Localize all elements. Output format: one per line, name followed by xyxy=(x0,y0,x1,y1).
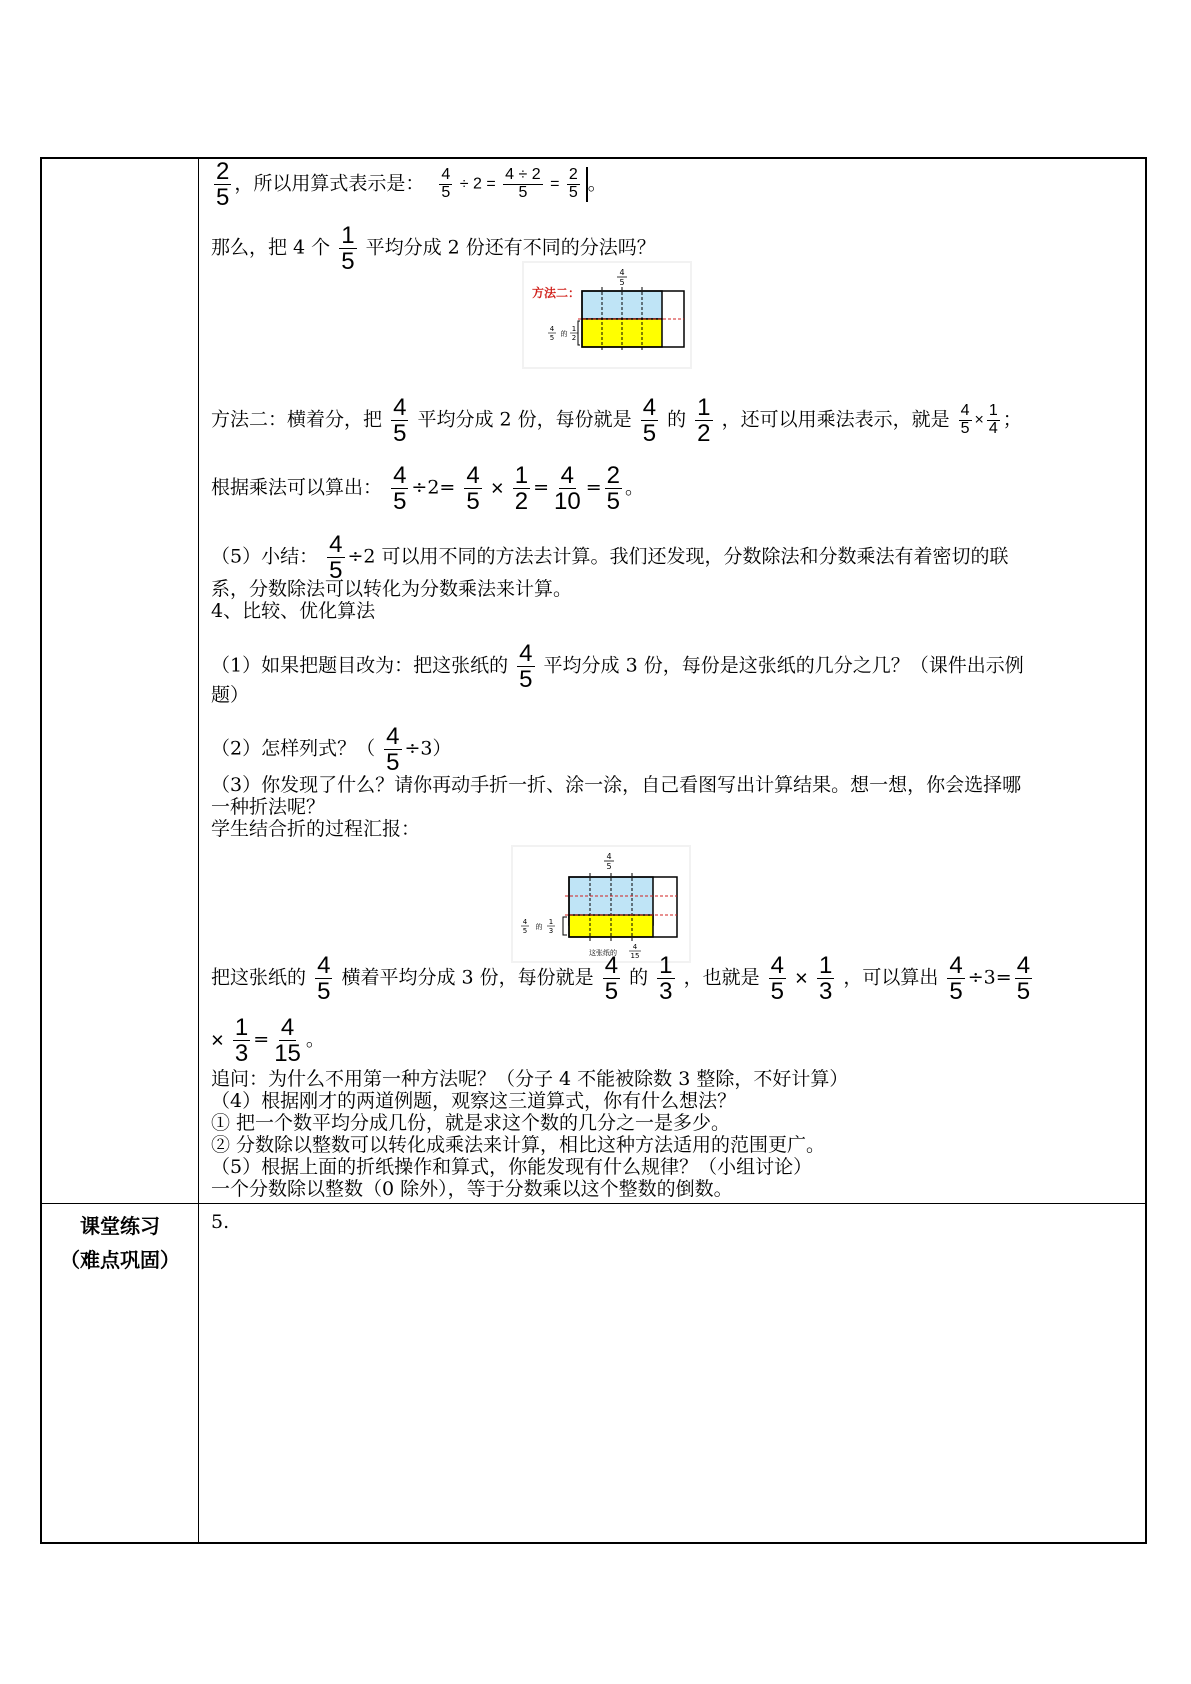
line-2: 那么，把 4 个 $\frac{1}{5}$ 平均分成 2 份还有不同的分法吗？ xyxy=(211,222,656,276)
line-3: 方法二：横着分，把 $\frac{4}{5}$ 平均分成 2 份，每份就是 $\frac{4}{5}$ 的 $\frac{1}{2}$ ，还可以用乘法表示，就是 $\frac{4}{5}$ × $\frac{1}{4}$ ； xyxy=(211,394,1022,448)
line-6: 系，分数除法可以转化为分数乘法来计算。 xyxy=(211,578,573,600)
line-9: 题） xyxy=(211,684,250,706)
svg-text:1: 1 xyxy=(571,325,577,333)
exercise-label xyxy=(42,1209,198,1277)
line-1: $\frac{2}{5}$ ，所以用算式表示是： $\frac{4}{5}$ ÷ 2 = $\frac{4 \div 2}{5}$ = $\frac{2}{5}$ 。 xyxy=(216,158,607,212)
line-18: ① 把一个数平均分成几份，就是求这个数的几分之一是多少。 xyxy=(211,1112,731,1134)
line-7: 4、比较、优化算法 xyxy=(211,600,376,622)
svg-text:的: 的 xyxy=(535,923,543,931)
svg-text:4: 4 xyxy=(606,852,612,861)
line-13: 学生结合折的过程汇报： xyxy=(211,818,421,840)
fold-figure-method-2 xyxy=(522,261,692,373)
svg-text:4: 4 xyxy=(619,268,625,277)
fraction: $\frac{2}{5}$ xyxy=(216,158,230,212)
equation-image: $\frac{4}{5}$ ÷ 2 = $\frac{4 \div 2}{5}$ = $\frac{2}{5}$ xyxy=(436,167,587,202)
svg-text:的: 的 xyxy=(560,330,568,338)
svg-text:4: 4 xyxy=(632,943,638,951)
svg-text:5: 5 xyxy=(619,278,625,287)
line-19: ② 分数除以整数可以转化成乘法来计算，相比这种方法适用的范围更广。 xyxy=(211,1134,826,1156)
svg-text:5: 5 xyxy=(522,927,528,935)
exercise-number: 5. xyxy=(211,1211,230,1233)
column-divider xyxy=(198,159,199,1542)
line-11: （3）你发现了什么？请你再动手折一折、涂一涂，自己看图写出计算结果。想一想，你会选择哪 xyxy=(211,774,1022,796)
svg-text:3: 3 xyxy=(548,927,554,935)
svg-text:1: 1 xyxy=(548,918,554,926)
line-8: （1）如果把题目改为：把这张纸的 $\frac{4}{5}$ 平均分成 3 份，每份是这张纸的几分之几？（课件出示例 xyxy=(211,640,1024,694)
lesson-table xyxy=(40,157,1147,1544)
fold-figure-three-parts xyxy=(511,845,691,967)
line-12: 一种折法呢？ xyxy=(211,796,326,818)
svg-text:4: 4 xyxy=(522,918,528,926)
line-16: 追问：为什么不用第一种方法呢？（分子 4 不能被除数 3 整除，不好计算） xyxy=(211,1068,849,1090)
svg-text:5: 5 xyxy=(606,862,612,871)
line-5: （5）小结： $\frac{4}{5}$ ÷2 可以用不同的方法去计算。我们还发现，分数除法和分数乘法有着密切的联 xyxy=(211,531,1009,585)
line-21: 一个分数除以整数（0 除外），等于分数乘以这个整数的倒数。 xyxy=(211,1178,733,1200)
fig1-title: 方法二： xyxy=(532,286,581,300)
line-15: × $\frac{1}{3}$ = $\frac{4}{15}$ 。 xyxy=(211,1014,325,1068)
row-divider xyxy=(42,1203,1145,1204)
svg-text:这张纸的: 这张纸的 xyxy=(589,949,617,957)
svg-text:5: 5 xyxy=(549,334,555,342)
line-17: （4）根据刚才的两道例题，观察这三道算式，你有什么想法？ xyxy=(211,1090,737,1112)
line-4: 根据乘法可以算出： $\frac{4}{5}$ ÷2= $\frac{4}{5}$ × $\frac{1}{2}$ = $\frac{4}{10}$ = $\frac{2}{5}$ 。 xyxy=(211,462,644,516)
exercise-label-line2: （难点巩固） xyxy=(60,1248,180,1272)
line-10: （2）怎样列式？（ $\frac{4}{5}$ ÷3） xyxy=(211,723,452,777)
exercise-label-line1: 课堂练习 xyxy=(80,1214,160,1238)
line-20: （5）根据上面的折纸操作和算式，你能发现有什么规律？（小组讨论） xyxy=(211,1156,813,1178)
line-14: 把这张纸的 $\frac{4}{5}$ 横着平均分成 3 份，每份就是 $\frac{4}{5}$ 的 $\frac{1}{3}$ ，也就是 $\frac{4}{5}$ × $\frac{1}{3}$ ，可以算出 $\frac{4}{5}$ ÷3= $\frac{4}{5}$ xyxy=(211,952,1031,1006)
svg-text:2: 2 xyxy=(571,334,577,342)
svg-text:4: 4 xyxy=(549,325,555,333)
svg-text:15: 15 xyxy=(630,952,640,960)
